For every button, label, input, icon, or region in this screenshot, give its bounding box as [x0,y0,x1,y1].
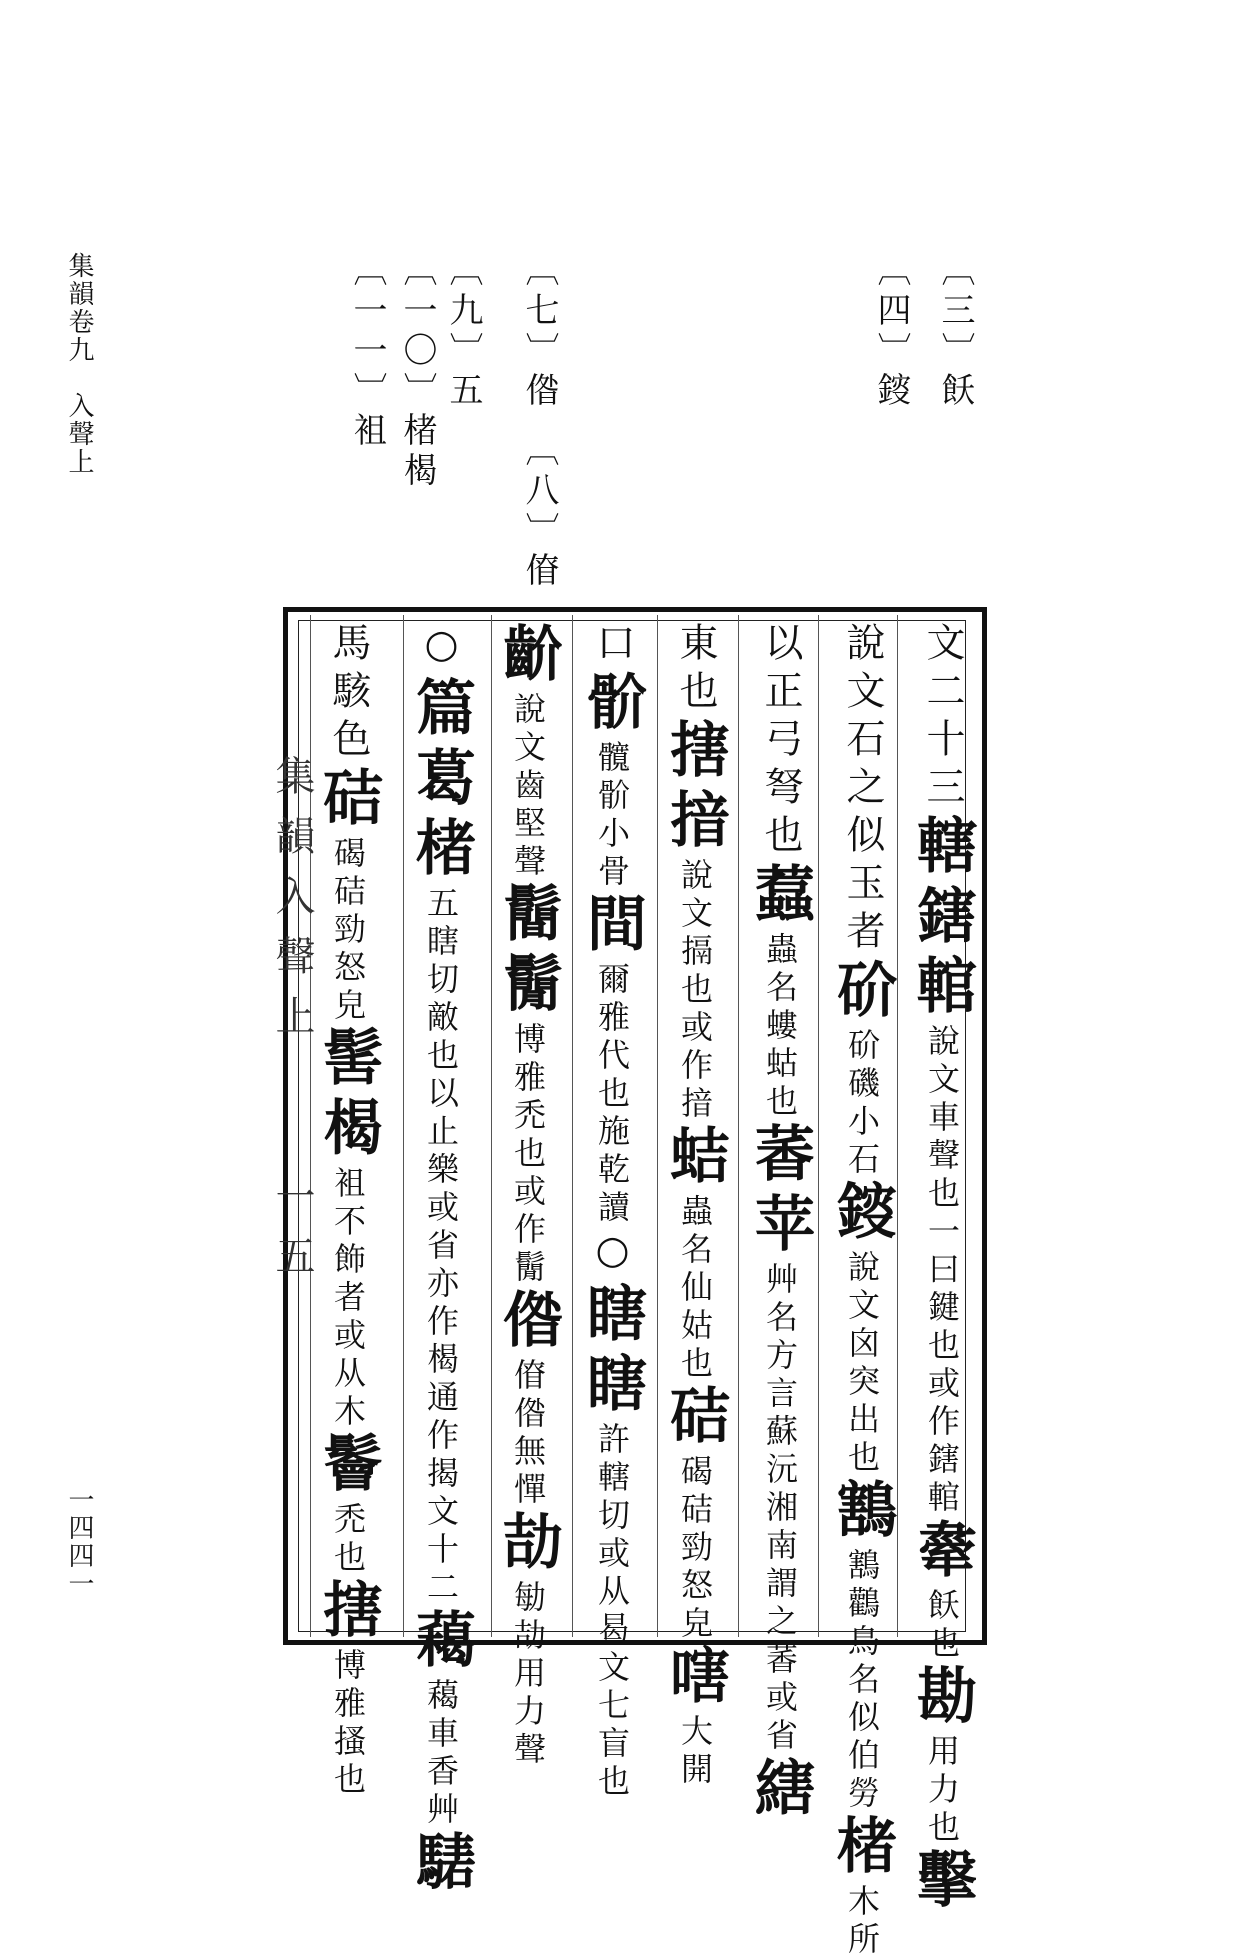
column-rule [572,615,573,1637]
spine-page: 一五 [269,1175,315,1295]
text-column-4: 東也搳揞說文搹也或作揞蛣蟲名仙姑也硈碣硈勁怒皃嗐大開 [660,622,730,1790]
text-column-8: 馬駭色硈碣硈勁怒皃髺楬袓不飾者或从木鬠禿也搳博雅搔也 [313,622,383,1800]
side-title: 集韻卷九 入聲上 [64,252,94,476]
column-rule [897,615,898,1637]
column-rule [818,615,819,1637]
note-8: 〔八〕傄 [519,432,559,592]
column-rule [491,615,492,1637]
note-9: 〔九〕五 [443,252,483,412]
text-column-1: 文二十三轄鎋輨說文車聲也一曰鍵也或作鎋輨舝飫也勘用力也擊 [907,622,977,1918]
note-10: 〔一〇〕楮楬 [397,252,437,492]
text-column-6: 齘說文齒堅聲鬝鬜博雅禿也或作鬜偺傄偺無憚劼勄劼用力聲 [493,622,563,1770]
note-4: 〔四〕䤹 [871,252,911,412]
note-11: 〔一一〕袓 [347,252,387,452]
column-rule [403,615,404,1637]
text-column-3: 以正弓弩也蠚蟲名螻蛄也萫苹艸名方言蘇沅湘南謂之萫或省縖 [745,622,815,1826]
column-rule [738,615,739,1637]
column-rule [657,615,658,1637]
page-number: 一四四一 [64,1486,94,1598]
text-column-5: 口骱髖骱小骨間爾雅代也施乾讀○瞎瞎許轄切或从曷文七盲也 [577,622,647,1802]
text-column-7: ○篇葛楮五瞎切敵也以止樂或省亦作楬通作揭文十二藒藒車香艸騞 [406,622,476,1900]
spine-title: 集韻入聲上 [269,755,315,1055]
note-3: 〔三〕飫 [935,252,975,412]
note-7: 〔七〕偺 [519,252,559,412]
text-column-2: 說文石之似玉者砎砎磯小石䤹說文囟突出也鶷鶷鸛鳥名似伯勞楮木所 [827,622,897,1960]
